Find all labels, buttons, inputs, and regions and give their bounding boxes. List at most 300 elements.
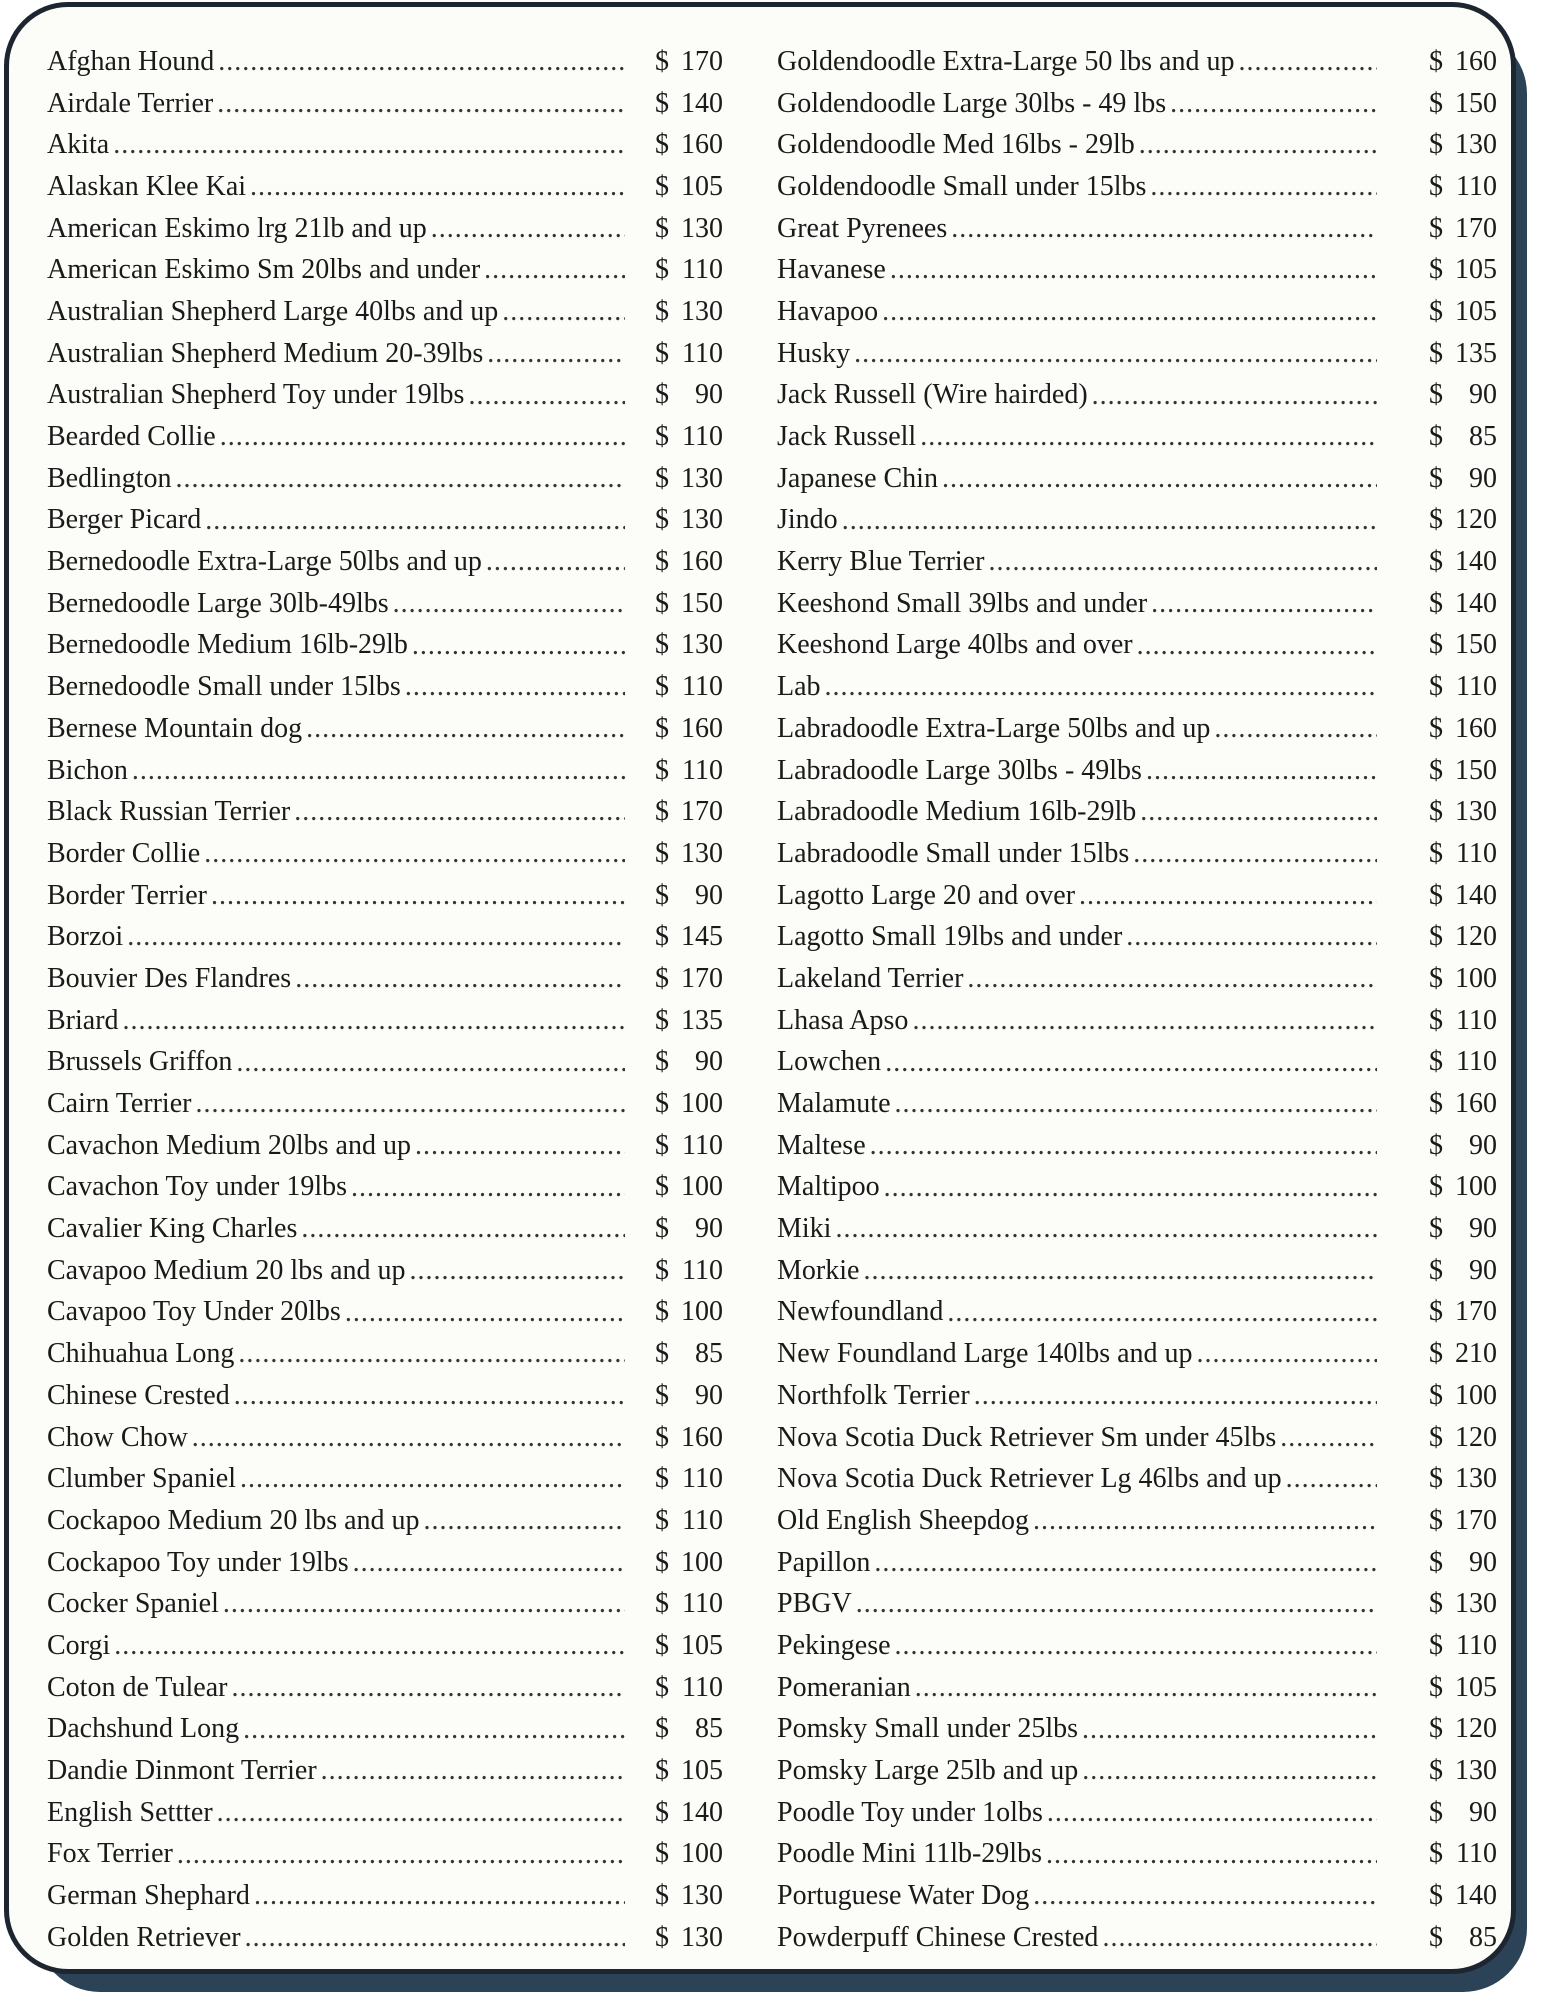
price-row	[47, 1875, 723, 1917]
grooming-price	[1429, 546, 1497, 578]
price-amount: 110	[1456, 170, 1497, 202]
price-row	[777, 249, 1497, 291]
grooming-price	[655, 1630, 723, 1662]
price-row	[47, 958, 723, 1000]
dot-leader	[127, 920, 625, 954]
breed-name: Poodle Toy under 1olbs	[777, 1796, 1043, 1828]
currency-symbol: $	[1429, 379, 1443, 411]
price-row	[777, 416, 1497, 458]
grooming-price	[655, 1088, 723, 1120]
price-amount: 100	[681, 1171, 723, 1203]
currency-symbol: $	[655, 421, 669, 453]
price-row	[777, 791, 1497, 833]
price-row	[777, 583, 1497, 625]
currency-symbol: $	[655, 1546, 669, 1578]
dot-leader	[195, 1087, 625, 1121]
breed-name: Berger Picard	[47, 504, 202, 536]
grooming-price	[1429, 46, 1497, 78]
price-row	[47, 541, 723, 583]
breed-name: Goldendoodle Extra-Large 50 lbs and up	[777, 45, 1235, 77]
breed-name: Powderpuff Chinese Crested	[777, 1921, 1099, 1953]
dot-leader	[890, 253, 1377, 287]
price-amount: 100	[681, 1546, 723, 1578]
breed-name: Jindo	[777, 504, 838, 536]
price-amount: 110	[682, 421, 723, 453]
currency-symbol: $	[655, 1880, 669, 1912]
grooming-price	[1429, 838, 1497, 870]
grooming-price	[655, 1213, 723, 1245]
price-row	[47, 1500, 723, 1542]
currency-symbol: $	[1429, 1921, 1443, 1953]
grooming-price	[1429, 588, 1497, 620]
price-row	[777, 708, 1497, 750]
grooming-price	[655, 713, 723, 745]
breed-name: Havanese	[777, 254, 886, 286]
price-amount: 100	[1455, 1171, 1497, 1203]
dot-leader	[951, 212, 1377, 246]
grooming-price	[655, 1005, 723, 1037]
dot-leader	[1146, 754, 1377, 788]
dot-leader	[942, 462, 1377, 496]
dot-leader	[175, 462, 625, 496]
currency-symbol: $	[1429, 129, 1443, 161]
currency-symbol: $	[655, 1921, 669, 1953]
breed-name: Lhasa Apso	[777, 1004, 909, 1036]
breed-name: Chinese Crested	[47, 1379, 230, 1411]
price-row	[47, 249, 723, 291]
grooming-price	[655, 1505, 723, 1537]
price-row	[47, 1208, 723, 1250]
dot-leader	[321, 1754, 625, 1788]
dot-leader	[412, 629, 625, 663]
dot-leader	[1139, 128, 1377, 162]
price-row	[777, 541, 1497, 583]
price-row	[777, 1458, 1497, 1500]
grooming-price	[655, 588, 723, 620]
price-row	[47, 1834, 723, 1876]
price-row	[47, 458, 723, 500]
breed-name: Bichon	[47, 754, 128, 786]
grooming-price	[655, 755, 723, 787]
price-amount: 130	[681, 212, 723, 244]
price-amount: 90	[695, 1379, 723, 1411]
price-amount: 140	[1455, 587, 1497, 619]
dot-leader	[301, 1212, 625, 1246]
dot-leader	[132, 754, 625, 788]
currency-symbol: $	[1429, 962, 1443, 994]
dot-leader	[243, 1713, 625, 1747]
grooming-price	[1429, 1005, 1497, 1037]
price-amount: 140	[681, 87, 723, 119]
price-amount: 110	[1456, 1046, 1497, 1078]
breed-name: New Foundland Large 140lbs and up	[777, 1338, 1193, 1370]
price-row	[47, 83, 723, 125]
grooming-price	[1429, 921, 1497, 953]
price-amount: 130	[681, 837, 723, 869]
price-amount: 130	[1455, 796, 1497, 828]
price-row	[777, 1333, 1497, 1375]
price-amount: 170	[1455, 1296, 1497, 1328]
currency-symbol: $	[655, 462, 669, 494]
price-row	[777, 500, 1497, 542]
breed-name: Golden Retriever	[47, 1921, 241, 1953]
dot-leader	[1082, 1754, 1377, 1788]
dot-leader	[1082, 1713, 1377, 1747]
price-amount: 130	[681, 629, 723, 661]
currency-symbol: $	[1429, 212, 1443, 244]
breed-name: Coton de Tulear	[47, 1671, 228, 1703]
grooming-price	[655, 338, 723, 370]
breed-name: Nova Scotia Duck Retriever Sm under 45lbs	[777, 1421, 1277, 1453]
breed-name: Labradoodle Extra-Large 50lbs and up	[777, 712, 1211, 744]
breed-name: Cockapoo Medium 20 lbs and up	[47, 1504, 420, 1536]
breed-name: German Shephard	[47, 1880, 250, 1912]
price-row	[777, 41, 1497, 83]
breed-name: Alaskan Klee Kai	[47, 170, 247, 202]
dot-leader	[353, 1546, 625, 1580]
price-amount: 110	[1456, 1004, 1497, 1036]
price-row	[777, 1709, 1497, 1751]
price-amount: 130	[1455, 129, 1497, 161]
dot-leader	[192, 1421, 625, 1455]
grooming-price	[655, 1880, 723, 1912]
currency-symbol: $	[1429, 754, 1443, 786]
price-amount: 90	[1469, 1796, 1497, 1828]
breed-name: Bernedoodle Medium 16lb-29lb	[47, 629, 408, 661]
grooming-price	[655, 921, 723, 953]
price-amount: 110	[682, 671, 723, 703]
breed-name: Bearded Collie	[47, 421, 216, 453]
price-row	[777, 1375, 1497, 1417]
dot-leader	[895, 1629, 1377, 1663]
price-amount: 150	[1455, 87, 1497, 119]
price-row	[47, 1709, 723, 1751]
dot-leader	[1151, 587, 1377, 621]
breed-name: Goldendoodle Small under 15lbs	[777, 170, 1147, 202]
price-amount: 170	[681, 796, 723, 828]
breed-name: Australian Shepherd Medium 20-39lbs	[47, 337, 484, 369]
dot-leader	[345, 1296, 625, 1330]
currency-symbol: $	[655, 1338, 669, 1370]
price-row	[47, 1458, 723, 1500]
dot-leader	[1133, 837, 1377, 871]
dot-leader	[1126, 920, 1377, 954]
price-amount: 85	[695, 1713, 723, 1745]
price-amount: 110	[682, 1254, 723, 1286]
price-amount: 90	[695, 879, 723, 911]
breed-name: Pomsky Large 25lb and up	[777, 1755, 1079, 1787]
currency-symbol: $	[1429, 170, 1443, 202]
currency-symbol: $	[655, 1838, 669, 1870]
currency-symbol: $	[1429, 546, 1443, 578]
price-row	[47, 1417, 723, 1459]
price-amount: 130	[1455, 1588, 1497, 1620]
price-amount: 150	[681, 587, 723, 619]
price-row	[47, 708, 723, 750]
left-price-column	[47, 41, 723, 1959]
currency-symbol: $	[1429, 87, 1443, 119]
currency-symbol: $	[655, 754, 669, 786]
dot-leader	[487, 337, 625, 371]
dot-leader	[502, 295, 625, 329]
price-row	[777, 458, 1497, 500]
breed-name: American Eskimo Sm 20lbs and under	[47, 254, 481, 286]
currency-symbol: $	[1429, 45, 1443, 77]
price-amount: 100	[681, 1838, 723, 1870]
dot-leader	[895, 1087, 1377, 1121]
grooming-price	[1429, 629, 1497, 661]
breed-name: Dachshund Long	[47, 1713, 240, 1745]
currency-symbol: $	[1429, 337, 1443, 369]
dot-leader	[835, 1212, 1377, 1246]
price-row	[47, 875, 723, 917]
breed-name: Japanese Chin	[777, 462, 938, 494]
breed-name: Bernese Mountain dog	[47, 712, 303, 744]
grooming-price	[655, 1255, 723, 1287]
currency-symbol: $	[1429, 587, 1443, 619]
currency-symbol: $	[655, 712, 669, 744]
breed-name: Border Collie	[47, 837, 201, 869]
currency-symbol: $	[655, 921, 669, 953]
dot-leader	[177, 1838, 625, 1872]
breed-name: Newfoundland	[777, 1296, 944, 1328]
grooming-price	[1429, 1880, 1497, 1912]
dot-leader	[1238, 45, 1377, 79]
price-amount: 170	[681, 45, 723, 77]
breed-name: Cavapoo Medium 20 lbs and up	[47, 1254, 406, 1286]
price-amount: 130	[1455, 1463, 1497, 1495]
breed-name: Nova Scotia Duck Retriever Lg 46lbs and up	[777, 1463, 1282, 1495]
grooming-price	[1429, 213, 1497, 245]
grooming-price	[1429, 1463, 1497, 1495]
price-row	[777, 666, 1497, 708]
grooming-price	[1429, 171, 1497, 203]
price-amount: 100	[681, 1088, 723, 1120]
price-row	[777, 625, 1497, 667]
price-amount: 170	[1455, 1504, 1497, 1536]
price-amount: 105	[1455, 254, 1497, 286]
grooming-price	[655, 838, 723, 870]
dot-leader	[912, 1004, 1377, 1038]
grooming-price	[655, 1130, 723, 1162]
price-row	[47, 500, 723, 542]
grooming-price	[1429, 463, 1497, 495]
currency-symbol: $	[1429, 1379, 1443, 1411]
price-row	[47, 291, 723, 333]
dot-leader	[351, 1171, 625, 1205]
dot-leader	[113, 128, 625, 162]
price-row	[47, 1292, 723, 1334]
dot-leader	[220, 420, 625, 454]
price-amount: 170	[681, 962, 723, 994]
dot-leader	[1140, 795, 1377, 829]
price-row	[47, 1000, 723, 1042]
dot-leader	[1286, 1462, 1377, 1496]
breed-name: Bouvier Des Flandres	[47, 962, 292, 994]
price-amount: 140	[681, 1796, 723, 1828]
grooming-price	[1429, 1422, 1497, 1454]
grooming-price	[1429, 129, 1497, 161]
currency-symbol: $	[655, 837, 669, 869]
grooming-price	[655, 88, 723, 120]
breed-name: Miki	[777, 1213, 832, 1245]
price-amount: 85	[695, 1338, 723, 1370]
grooming-price	[655, 1838, 723, 1870]
dot-leader	[295, 962, 625, 996]
breed-name: Australian Shepherd Large 40lbs and up	[47, 295, 499, 327]
dot-leader	[915, 1671, 1377, 1705]
grooming-price	[655, 1296, 723, 1328]
price-row	[47, 1625, 723, 1667]
dot-leader	[920, 420, 1377, 454]
breed-name: Briard	[47, 1004, 119, 1036]
breed-name: Brussels Griffon	[47, 1046, 233, 1078]
price-amount: 105	[1455, 295, 1497, 327]
dot-leader	[1033, 1879, 1377, 1913]
price-amount: 130	[681, 295, 723, 327]
grooming-price	[655, 1922, 723, 1954]
price-amount: 120	[1455, 1421, 1497, 1453]
price-row	[47, 1333, 723, 1375]
currency-symbol: $	[655, 1588, 669, 1620]
dot-leader	[1079, 879, 1377, 913]
dot-leader	[854, 337, 1377, 371]
grooming-price	[1429, 1630, 1497, 1662]
grooming-price	[655, 504, 723, 536]
currency-symbol: $	[1429, 1629, 1443, 1661]
currency-symbol: $	[1429, 1004, 1443, 1036]
price-row	[47, 1125, 723, 1167]
breed-name: Great Pyrenees	[777, 212, 948, 244]
grooming-price	[1429, 1088, 1497, 1120]
grooming-price	[655, 1338, 723, 1370]
price-row	[47, 791, 723, 833]
currency-symbol: $	[655, 254, 669, 286]
grooming-price	[1429, 379, 1497, 411]
grooming-price	[1429, 1755, 1497, 1787]
price-row	[777, 1792, 1497, 1834]
price-amount: 90	[695, 1046, 723, 1078]
breed-name: Bedlington	[47, 462, 172, 494]
dot-leader	[217, 87, 625, 121]
dot-leader	[1046, 1838, 1377, 1872]
dot-leader	[967, 962, 1377, 996]
price-row	[777, 1000, 1497, 1042]
currency-symbol: $	[1429, 1421, 1443, 1453]
price-row	[47, 916, 723, 958]
dot-leader	[393, 587, 625, 621]
price-row	[777, 1917, 1497, 1959]
currency-symbol: $	[655, 504, 669, 536]
currency-symbol: $	[1429, 1546, 1443, 1578]
currency-symbol: $	[1429, 462, 1443, 494]
price-amount: 90	[1469, 462, 1497, 494]
price-amount: 160	[681, 546, 723, 578]
price-amount: 140	[1455, 546, 1497, 578]
currency-symbol: $	[1429, 254, 1443, 286]
grooming-price	[655, 671, 723, 703]
dot-leader	[870, 1129, 1377, 1163]
price-row	[777, 833, 1497, 875]
grooming-price	[655, 129, 723, 161]
currency-symbol: $	[1429, 1671, 1443, 1703]
price-amount: 160	[1455, 1088, 1497, 1120]
price-amount: 150	[1455, 754, 1497, 786]
currency-symbol: $	[1429, 1588, 1443, 1620]
currency-symbol: $	[655, 295, 669, 327]
currency-symbol: $	[1429, 421, 1443, 453]
price-row	[777, 1083, 1497, 1125]
dot-leader	[405, 670, 625, 704]
dot-leader	[1280, 1421, 1377, 1455]
price-row	[777, 916, 1497, 958]
right-price-column	[777, 41, 1497, 1959]
price-amount: 160	[1455, 45, 1497, 77]
dot-leader	[123, 1004, 625, 1038]
dot-leader	[974, 1379, 1377, 1413]
currency-symbol: $	[655, 129, 669, 161]
price-row	[777, 1667, 1497, 1709]
breed-name: Dandie Dinmont Terrier	[47, 1755, 317, 1787]
dot-leader	[1102, 1921, 1377, 1955]
dot-leader	[218, 45, 625, 79]
currency-symbol: $	[655, 337, 669, 369]
breed-name: Old English Sheepdog	[777, 1504, 1029, 1536]
price-amount: 160	[681, 1421, 723, 1453]
currency-symbol: $	[655, 379, 669, 411]
dot-leader	[250, 170, 625, 204]
breed-name: Portuguese Water Dog	[777, 1880, 1030, 1912]
price-amount: 130	[681, 504, 723, 536]
currency-symbol: $	[655, 1713, 669, 1745]
dot-leader	[874, 1546, 1377, 1580]
breed-name: Morkie	[777, 1254, 860, 1286]
breed-name: Lagotto Small 19lbs and under	[777, 921, 1123, 953]
price-row	[47, 1667, 723, 1709]
breed-name: Pomeranian	[777, 1671, 911, 1703]
price-row	[47, 1083, 723, 1125]
grooming-price	[1429, 1130, 1497, 1162]
price-row	[47, 666, 723, 708]
price-row	[777, 750, 1497, 792]
dot-leader	[294, 795, 625, 829]
currency-symbol: $	[655, 879, 669, 911]
price-amount: 110	[682, 254, 723, 286]
currency-symbol: $	[655, 1463, 669, 1495]
price-amount: 105	[681, 170, 723, 202]
currency-symbol: $	[655, 1296, 669, 1328]
breed-name: Cairn Terrier	[47, 1088, 192, 1120]
breed-name: Chihuahua Long	[47, 1338, 235, 1370]
grooming-price	[1429, 755, 1497, 787]
currency-symbol: $	[655, 1254, 669, 1286]
dot-leader	[236, 1046, 625, 1080]
price-row	[777, 1583, 1497, 1625]
grooming-price	[655, 880, 723, 912]
breed-name: Cavachon Medium 20lbs and up	[47, 1129, 411, 1161]
grooming-price	[1429, 1922, 1497, 1954]
currency-symbol: $	[655, 962, 669, 994]
breed-name: Airdale Terrier	[47, 87, 214, 119]
grooming-price	[655, 1797, 723, 1829]
currency-symbol: $	[655, 546, 669, 578]
dot-leader	[842, 504, 1377, 538]
grooming-price	[1429, 1213, 1497, 1245]
currency-symbol: $	[655, 1088, 669, 1120]
breed-name: Border Terrier	[47, 879, 208, 911]
grooming-price	[655, 463, 723, 495]
currency-symbol: $	[655, 170, 669, 202]
